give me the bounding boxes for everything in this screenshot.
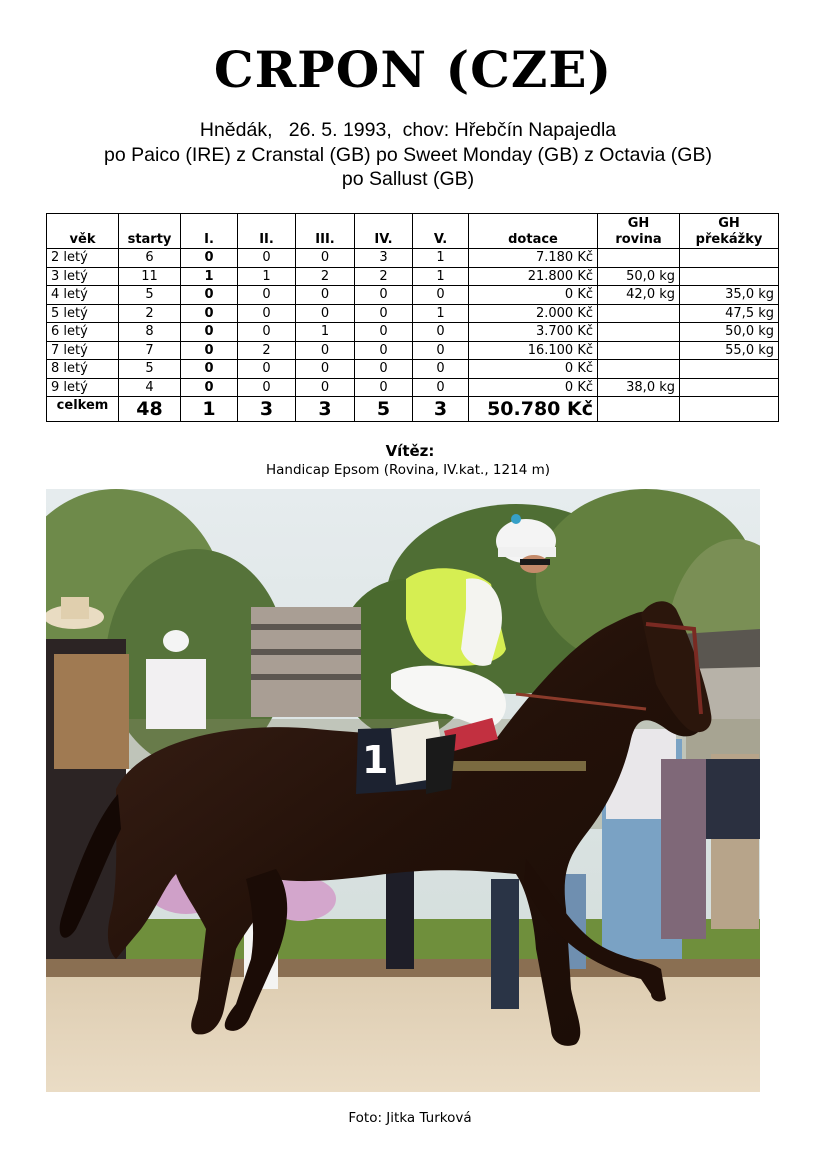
table-cell: 21.800 Kč [469,267,598,286]
table-cell: celkem [47,397,119,422]
table-cell: 3 [296,397,355,422]
col-header-age: věk [47,214,119,249]
table-cell: 1 [413,249,469,268]
table-row [47,249,779,268]
table-cell [598,360,680,379]
table-cell: 0 [355,323,413,342]
table-row [47,304,779,323]
photo-credit: Foto: Jitka Turková [348,1110,472,1126]
table-cell: 1 [181,267,238,286]
table-cell: 0 [238,286,296,305]
table-cell: 0 Kč [469,378,598,397]
col-header-third: III. [296,214,355,249]
table-cell [680,360,779,379]
table-cell: 0 [296,378,355,397]
table-cell: 8 [119,323,181,342]
table-cell: 6 letý [47,323,119,342]
table-cell: 0 [355,286,413,305]
table-cell: 0 [296,341,355,360]
table-cell: 3 [413,397,469,422]
table-cell: 9 letý [47,378,119,397]
table-cell: 47,5 kg [680,304,779,323]
table-cell: 3 letý [47,267,119,286]
table-cell: 38,0 kg [598,378,680,397]
table-cell: 8 letý [47,360,119,379]
table-cell: 50,0 kg [598,267,680,286]
table-cell: 0 [355,341,413,360]
table-cell: 1 [413,304,469,323]
table-cell: 0 [181,304,238,323]
table-cell: 1 [296,323,355,342]
table-cell: 3 [238,397,296,422]
table-cell: 0 [413,341,469,360]
table-cell: 5 [355,397,413,422]
table-row [47,323,779,342]
table-cell: 0 [413,286,469,305]
table-cell: 1 [413,267,469,286]
table-cell: 48 [119,397,181,422]
table-cell: 0 [413,360,469,379]
table-cell: 50.780 Kč [469,397,598,422]
table-cell: 0 [296,360,355,379]
pedigree-line-1: po Paico (IRE) z Cranstal (GB) po Sweet Monday (GB) z Octavia (GB) [104,144,712,166]
horse-and-jockey-illustration [46,489,760,1092]
table-row [47,267,779,286]
pedigree-line-2: po Sallust (GB) [341,168,475,190]
col-header-gh-jumps: GH překážky [680,214,779,249]
table-cell: 0 [181,378,238,397]
col-header-fifth: V. [413,214,469,249]
horse-name-title: CRPON (CZE) [213,40,613,99]
table-cell: 3 [355,249,413,268]
table-cell: 1 [181,397,238,422]
table-cell: 0 [238,249,296,268]
table-row [47,360,779,379]
table-cell: 5 [119,360,181,379]
table-cell: 0 [355,378,413,397]
table-cell [598,304,680,323]
winner-race: Handicap Epsom (Rovina, IV.kat., 1214 m) [266,462,550,478]
table-cell: 7.180 Kč [469,249,598,268]
table-cell: 3.700 Kč [469,323,598,342]
table-cell: 2 [355,267,413,286]
table-cell: 0 Kč [469,360,598,379]
table-cell [598,323,680,342]
table-cell: 2.000 Kč [469,304,598,323]
table-cell: 0 [181,360,238,379]
table-cell: 6 [119,249,181,268]
table-cell: 0 [238,304,296,323]
table-cell: 16.100 Kč [469,341,598,360]
table-cell: 0 [296,249,355,268]
table-cell: 0 [413,378,469,397]
table-cell: 4 letý [47,286,119,305]
table-row [47,341,779,360]
table-cell: 2 [238,341,296,360]
table-cell: 11 [119,267,181,286]
table-cell: 4 [119,378,181,397]
table-cell [680,397,779,422]
table-cell: 0 [181,341,238,360]
table-cell [598,397,680,422]
table-cell: 0 [355,360,413,379]
race-record-table [46,213,779,422]
table-cell: 0 [413,323,469,342]
table-cell: 50,0 kg [680,323,779,342]
table-cell: 0 [181,323,238,342]
table-cell: 1 [238,267,296,286]
col-header-fourth: IV. [355,214,413,249]
table-total-row [47,397,779,422]
table-cell: 5 letý [47,304,119,323]
table-cell: 0 [296,286,355,305]
table-cell: 35,0 kg [680,286,779,305]
col-header-second: II. [238,214,296,249]
table-cell: 42,0 kg [598,286,680,305]
table-cell: 0 Kč [469,286,598,305]
table-cell [680,378,779,397]
table-cell: 0 [238,323,296,342]
table-cell: 0 [296,304,355,323]
col-header-starts: starty [119,214,181,249]
table-cell: 2 [119,304,181,323]
col-header-earnings: dotace [469,214,598,249]
table-cell [680,267,779,286]
saddlecloth-number: 1 [362,738,389,782]
table-row [47,286,779,305]
table-cell: 7 [119,341,181,360]
col-header-first: I. [181,214,238,249]
table-cell: 7 letý [47,341,119,360]
table-cell: 2 letý [47,249,119,268]
table-cell [598,249,680,268]
table-cell: 0 [238,360,296,379]
table-row [47,378,779,397]
table-cell: 2 [296,267,355,286]
horse-info-line-1: Hnědák, 26. 5. 1993, chov: Hřebčín Napajedla [199,119,617,141]
winner-label: Vítěz: [385,442,435,460]
table-cell [680,249,779,268]
table-cell: 55,0 kg [680,341,779,360]
table-cell: 0 [355,304,413,323]
table-cell: 0 [181,249,238,268]
table-cell: 0 [238,378,296,397]
col-header-gh-flat: GH rovina [598,214,680,249]
table-cell: 0 [181,286,238,305]
table-cell [598,341,680,360]
table-header-row [47,214,779,249]
table-cell: 5 [119,286,181,305]
race-photo [46,489,760,1092]
